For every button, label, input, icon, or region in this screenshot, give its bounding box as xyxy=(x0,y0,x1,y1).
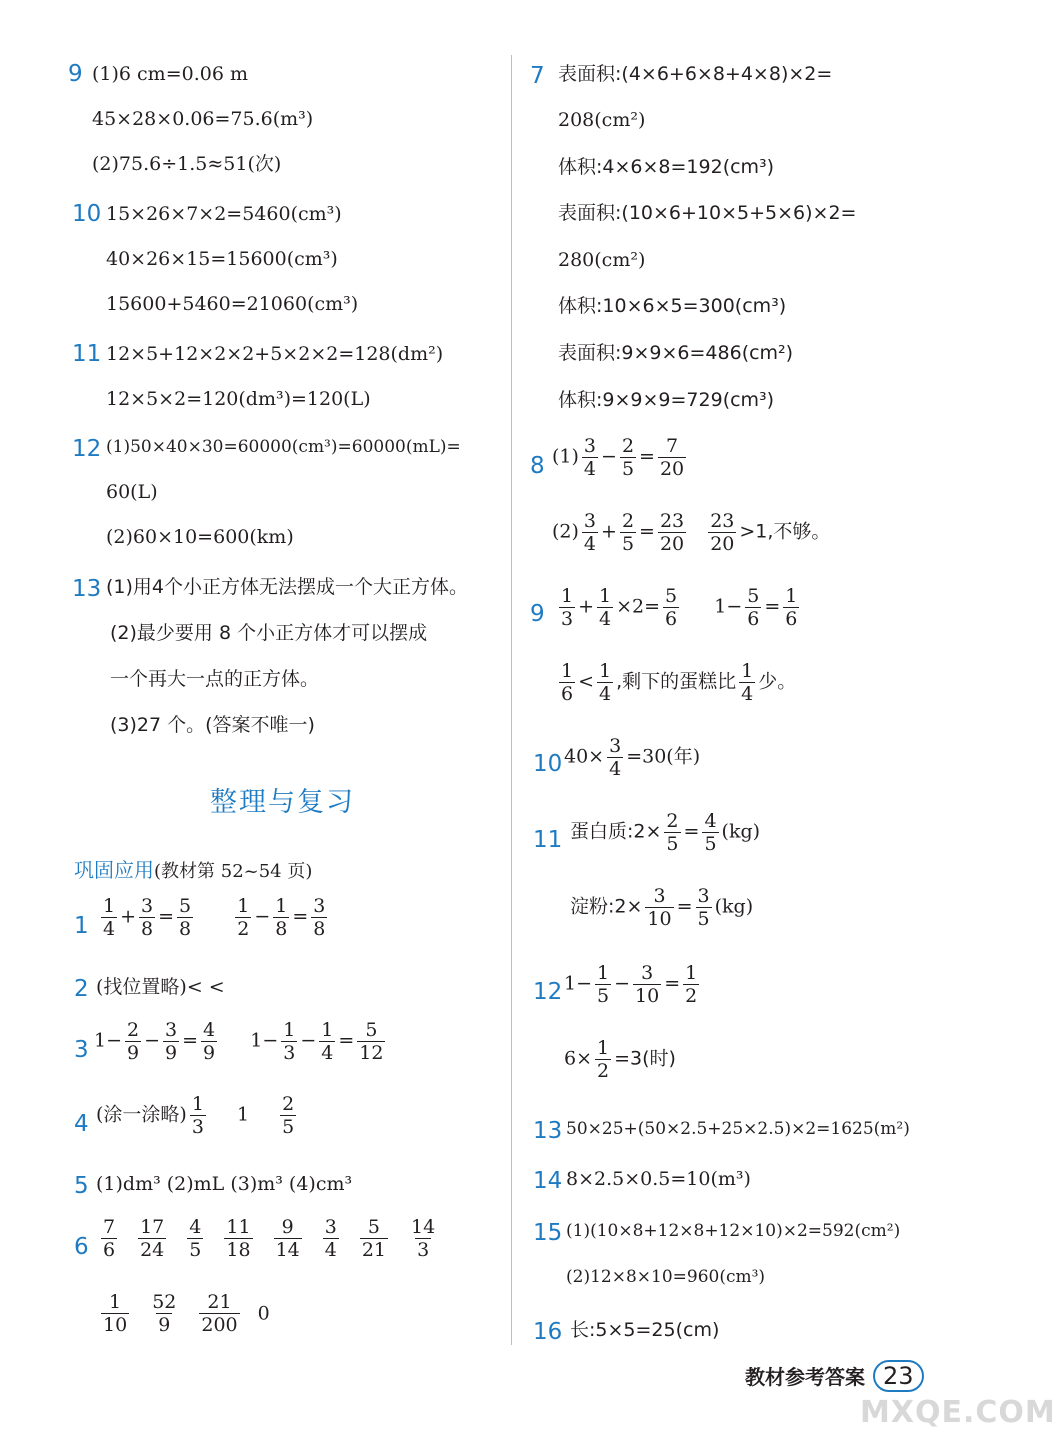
question-number: 12 xyxy=(533,979,563,1005)
question-number: 5 xyxy=(74,1173,89,1199)
math-line: $\frac{1}{4}$ + $\frac{3}{8}$ = $\frac{5}{8}$ $\frac{1}{2}$ − $\frac{1}{8}$ = $\frac{3}{8}$ xyxy=(103,895,326,940)
math-line: (1) $\frac{3}{4}$ − $\frac{2}{5}$ = $\frac{7}{20}$ xyxy=(552,435,685,480)
math-line: (2) $\frac{3}{4}$ + $\frac{2}{5}$ = $\frac{23}{20}$ $\frac{23}{20}$ >1,不够。 xyxy=(552,510,831,555)
fraction: $\frac{1}{3}$ xyxy=(561,585,574,630)
fraction: $\frac{5}{8}$ xyxy=(179,895,192,940)
answer-line: (2)最少要用 8 个小正方体才可以摆成 xyxy=(110,622,428,644)
answer-line: (1)用4个小正方体无法摆成一个大正方体。 xyxy=(106,576,469,598)
watermark: MXQE.COM xyxy=(860,1395,1056,1430)
section-title: 整理与复习 xyxy=(210,787,355,818)
fraction: $\frac{2}{5}$ xyxy=(621,510,635,555)
math-line: 1− $\frac{2}{9}$ − $\frac{3}{9}$ = $\frac{4}{9}$ 1− $\frac{1}{3}$ − $\frac{1}{4}$ = $\frac{5}{12}$ xyxy=(94,1019,384,1064)
fraction: $\frac{4}{5}$ xyxy=(189,1216,202,1261)
answer-line: 表面积:(4×6+6×8+4×8)×2= xyxy=(558,63,833,85)
question-number: 11 xyxy=(533,827,563,853)
fraction: $\frac{17}{24}$ xyxy=(140,1216,165,1261)
sub-title-pages: (教材第 52~54 页) xyxy=(154,861,313,882)
question-number: 16 xyxy=(533,1319,563,1345)
fraction: $\frac{52}{9}$ xyxy=(152,1291,177,1336)
math-line: 6× $\frac{1}{2}$ =3(时) xyxy=(564,1037,676,1082)
fraction: $\frac{5}{6}$ xyxy=(747,585,760,630)
answer-line: 50×25+(50×2.5+25×2.5)×2=1625(m²) xyxy=(566,1119,910,1139)
answer-line: 体积:10×6×5=300(cm³) xyxy=(558,295,787,317)
answer-line: 一个再大一点的正方体。 xyxy=(110,668,320,690)
answer-line: (1)(10×8+12×8+12×10)×2=592(cm²) xyxy=(566,1221,901,1241)
answer-line: (1)6 cm=0.06 m xyxy=(92,63,248,85)
question-number: 13 xyxy=(72,576,102,602)
fraction: $\frac{1}{4}$ xyxy=(741,660,754,705)
fraction: $\frac{3}{4}$ xyxy=(583,510,597,555)
question-number: 13 xyxy=(533,1118,563,1144)
answer-line: 体积:9×9×9=729(cm³) xyxy=(558,389,775,411)
question-number: 10 xyxy=(72,201,102,227)
math-line: $\frac{1}{3}$ + $\frac{1}{4}$ ×2= $\frac{5}{6}$ 1− $\frac{5}{6}$ = $\frac{1}{6}$ xyxy=(561,585,798,630)
fraction: $\frac{1}{2}$ xyxy=(597,1037,610,1082)
fraction: $\frac{3}{4}$ xyxy=(609,735,622,780)
answer-line: (1)50×40×30=60000(cm³)=60000(mL)= xyxy=(106,437,461,457)
sub-title-label: 巩固应用 xyxy=(74,858,154,882)
answer-line: 280(cm²) xyxy=(558,249,646,271)
fraction-list xyxy=(98,1216,455,1261)
fraction: $\frac{2}{9}$ xyxy=(127,1019,140,1064)
fraction: $\frac{1}{8}$ xyxy=(275,895,288,940)
answer-line: 40×26×15=15600(cm³) xyxy=(106,248,338,270)
column-divider xyxy=(511,55,512,1345)
fraction-list xyxy=(98,1291,270,1336)
question-number: 10 xyxy=(533,751,563,777)
page-number: 23 xyxy=(873,1360,924,1392)
fraction: $\frac{21}{200}$ xyxy=(201,1291,238,1336)
fraction: $\frac{7}{6}$ xyxy=(103,1216,116,1261)
fraction: $\frac{23}{20}$ xyxy=(659,510,685,555)
answer-line: 208(cm²) xyxy=(558,109,646,131)
question-number: 1 xyxy=(74,913,89,939)
fraction: $\frac{3}{9}$ xyxy=(165,1019,178,1064)
fraction: $\frac{3}{4}$ xyxy=(324,1216,337,1261)
fraction: $\frac{14}{3}$ xyxy=(411,1216,436,1261)
answer-line: 表面积:(10×6+10×5+5×6)×2= xyxy=(558,202,857,224)
fraction: $\frac{2}{5}$ xyxy=(282,1093,295,1138)
fraction: $\frac{1}{3}$ xyxy=(191,1093,204,1138)
question-number: 6 xyxy=(74,1234,89,1260)
fraction: $\frac{23}{20}$ xyxy=(710,510,735,555)
fraction: $\frac{3}{8}$ xyxy=(313,895,326,940)
math-line: 蛋白质:2× $\frac{2}{5}$ = $\frac{4}{5}$ (kg) xyxy=(570,810,761,855)
answer-line: 长:5×5=25(cm) xyxy=(570,1319,720,1341)
answer-line: 体积:4×6×8=192(cm³) xyxy=(558,156,775,178)
fraction: $\frac{1}{6}$ xyxy=(561,660,574,705)
answer-line: (2)12×8×10=960(cm³) xyxy=(566,1267,766,1287)
question-number: 8 xyxy=(530,453,545,479)
answer-line: 15×26×7×2=5460(cm³) xyxy=(106,203,342,225)
fraction: $\frac{5}{12}$ xyxy=(359,1019,384,1064)
footer-label: 教材参考答案 xyxy=(745,1365,865,1389)
fraction: $\frac{1}{3}$ xyxy=(283,1019,296,1064)
math-line: $\frac{1}{6}$ < $\frac{1}{4}$ ,剩下的蛋糕比 $\frac{1}{4}$ 少。 xyxy=(561,660,797,705)
answer-line: 45×28×0.06=75.6(m³) xyxy=(92,108,314,130)
fraction: $\frac{2}{5}$ xyxy=(621,435,635,480)
fraction: $\frac{1}{2}$ xyxy=(685,962,698,1007)
fraction: $\frac{4}{5}$ xyxy=(704,810,717,855)
fraction: $\frac{11}{18}$ xyxy=(226,1216,251,1261)
answer-line: 8×2.5×0.5=10(m³) xyxy=(566,1168,751,1190)
answer-line: 表面积:9×9×6=486(cm²) xyxy=(558,342,794,364)
answer-line: (找位置略)< < xyxy=(96,976,225,998)
answer-line: 15600+5460=21060(cm³) xyxy=(106,293,359,315)
page-footer xyxy=(745,1360,924,1392)
fraction: $\frac{1}{4}$ xyxy=(103,895,116,940)
fraction: $\frac{1}{4}$ xyxy=(599,660,612,705)
fraction: $\frac{1}{2}$ xyxy=(237,895,250,940)
answer-line: 12×5+12×2×2+5×2×2=128(dm²) xyxy=(106,343,444,365)
question-number: 9 xyxy=(530,601,545,627)
fraction: $\frac{4}{9}$ xyxy=(203,1019,216,1064)
fraction: $\frac{5}{6}$ xyxy=(665,585,678,630)
math-line: 40× $\frac{3}{4}$ =30(年) xyxy=(564,735,701,780)
fraction: $\frac{2}{5}$ xyxy=(666,810,679,855)
sub-title xyxy=(74,854,312,883)
answer-line: 12×5×2=120(dm³)=120(L) xyxy=(106,388,371,410)
fraction: $\frac{1}{6}$ xyxy=(785,585,798,630)
question-number: 4 xyxy=(74,1111,89,1137)
answer-line: (2)75.6÷1.5≈51(次) xyxy=(92,153,282,175)
question-number: 7 xyxy=(530,63,545,89)
question-number: 14 xyxy=(533,1168,563,1194)
answer-line: (3)27 个。(答案不唯一) xyxy=(110,714,315,736)
question-number: 12 xyxy=(72,436,102,462)
question-number: 11 xyxy=(72,341,102,367)
math-line: 1− $\frac{1}{5}$ − $\frac{3}{10}$ = $\frac{1}{2}$ xyxy=(564,962,698,1007)
fraction: $\frac{3}{4}$ xyxy=(583,435,597,480)
math-line: 淀粉:2× $\frac{3}{10}$ = $\frac{3}{5}$ (kg) xyxy=(570,885,754,930)
math-line: (涂一涂略) $\frac{1}{3}$ 1 $\frac{2}{5}$ xyxy=(96,1093,295,1138)
fraction: $\frac{3}{5}$ xyxy=(697,885,710,930)
answer-line: 60(L) xyxy=(106,481,158,503)
fraction: $\frac{5}{21}$ xyxy=(361,1216,387,1261)
fraction: $\frac{1}{4}$ xyxy=(599,585,612,630)
answer-line: (1)dm³ (2)mL (3)m³ (4)cm³ xyxy=(96,1173,353,1195)
question-number: 3 xyxy=(74,1037,89,1063)
question-number: 2 xyxy=(74,976,89,1002)
fraction: $\frac{7}{20}$ xyxy=(659,435,685,480)
fraction: $\frac{9}{14}$ xyxy=(275,1216,300,1261)
fraction: $\frac{1}{10}$ xyxy=(103,1291,128,1336)
question-number: 9 xyxy=(68,61,83,87)
answer-line: (2)60×10=600(km) xyxy=(106,526,294,548)
fraction: $\frac{3}{8}$ xyxy=(141,895,154,940)
fraction: $\frac{1}{4}$ xyxy=(321,1019,334,1064)
fraction: $\frac{1}{5}$ xyxy=(597,962,610,1007)
fraction: $\frac{3}{10}$ xyxy=(635,962,660,1007)
fraction-list-zero: 0 xyxy=(257,1302,270,1325)
question-number: 15 xyxy=(533,1220,563,1246)
fraction: $\frac{3}{10}$ xyxy=(647,885,672,930)
